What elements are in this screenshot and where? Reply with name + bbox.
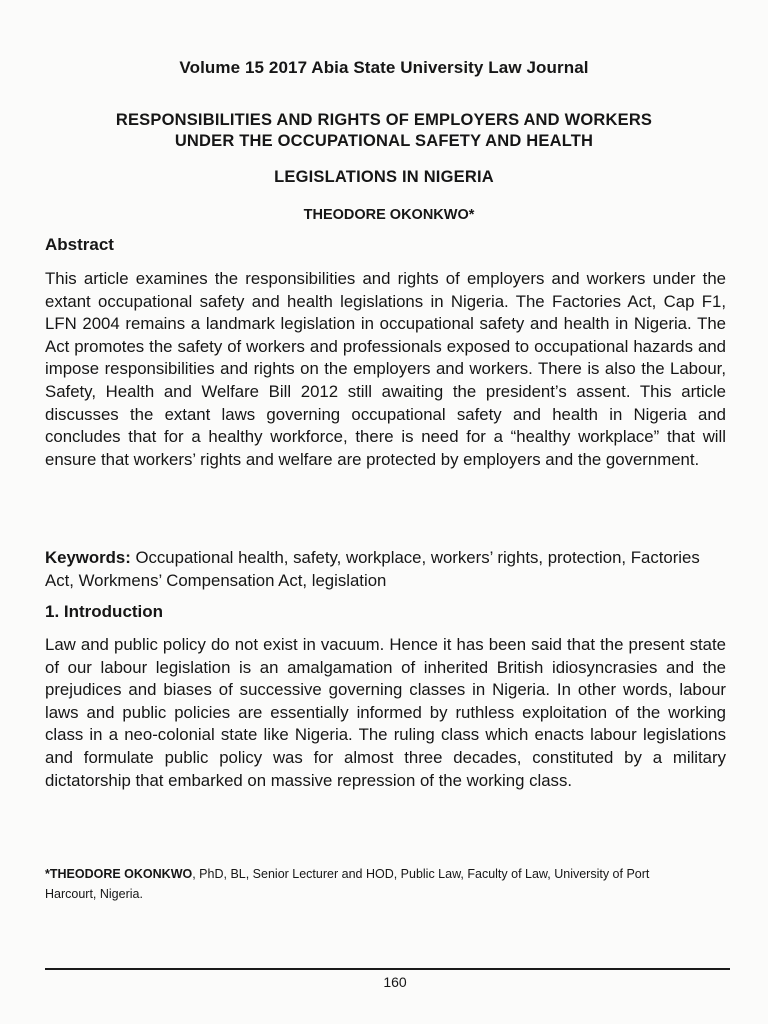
footer-divider (45, 968, 730, 970)
footnote-affiliation: , PhD, BL, Senior Lecturer and HOD, Public Law, Faculty of Law, University of Port Harcourt, Nigeria. (45, 867, 650, 901)
journal-header: Volume 15 2017 Abia State University Law Journal (179, 58, 589, 77)
keywords-list: Occupational health, safety, workplace, workers’ rights, protection, Factories Act, Workmens’ Compensation Act, legislation (45, 548, 700, 590)
introduction-paragraph: Law and public policy do not exist in vacuum. Hence it has been said that the present state of our labour legislation is an amalgamation of inherited British idiosyncrasies and the prejudices and biases of successive governing classes in Nigeria. In other words, labour laws and public policies are essentially informed by ruthless exploitation of the working class in a neo-colonial state like Nigeria. The ruling class which enacts labour legislations and formulate public policy was for almost three decades, constituted by a military dictatorship that embarked on massive repression of the working class. (45, 635, 726, 790)
abstract-heading: Abstract (45, 235, 114, 254)
introduction-heading: 1. Introduction (45, 602, 164, 621)
article-title-line-3: LEGISLATIONS IN NIGERIA (274, 168, 494, 186)
keywords-label: Keywords: (45, 548, 131, 567)
abstract-paragraph: This article examines the responsibilities and rights of employers and workers under the extant occupational safety and health legislations in Nigeria. The Factories Act, Cap F1, LFN 2004 remains a landmark legislation in occupational safety and health in Nigeria. The Act promotes the safety of workers and professionals exposed to occupational hazards and impose responsibilities and rights on the employers and workers. There is also the Labour, Safety, Health and Welfare Bill 2012 still awaiting the president’s assent. This article discusses the extant laws governing occupational safety and health in Nigeria and concludes that for a healthy workforce, there is need for a “healthy workplace” that will ensure that workers’ rights and welfare are protected by employers and the government. (45, 269, 726, 469)
footnote-author-name: *THEODORE OKONKWO (45, 867, 193, 881)
article-title-line-2: UNDER THE OCCUPATIONAL SAFETY AND HEALTH (174, 132, 594, 150)
article-title-line-1: RESPONSIBILITIES AND RIGHTS OF EMPLOYERS AND WORKERS (115, 111, 653, 129)
article-title (40, 110, 728, 152)
author-name: THEODORE OKONKWO* (303, 207, 475, 223)
keywords-paragraph (45, 547, 726, 592)
page-number: 160 (383, 974, 407, 990)
author-footnote (45, 864, 685, 904)
